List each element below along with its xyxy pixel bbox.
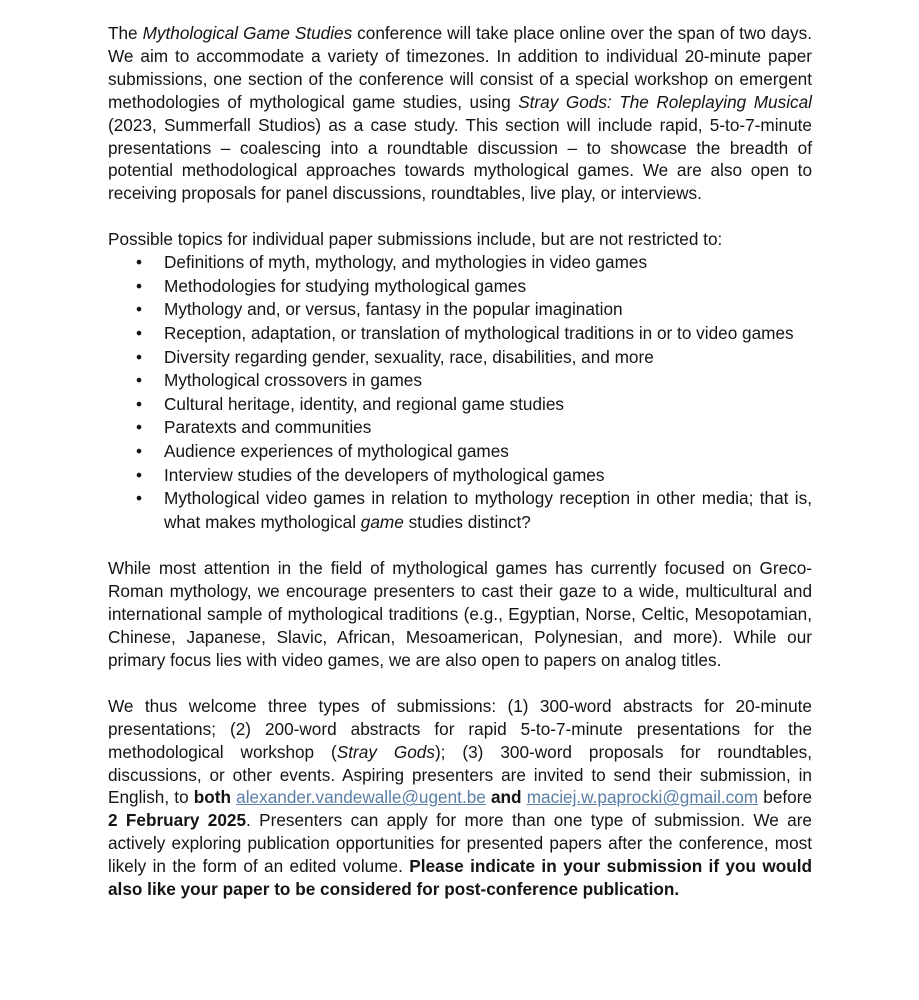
topic-text: Paratexts and communities (164, 417, 372, 438)
bullet-icon: • (136, 322, 143, 343)
topic-item (108, 416, 812, 440)
bullet-icon: • (136, 488, 143, 509)
intro-text-2: conference will take place online over the span of two days. We aim to accommodate a variety of timezones. In addition to individual 20-minute paper submissions, one section of the conference will consist of a special workshop on emergent methodologies of mythological game studies, using (108, 23, 812, 112)
topic-text: Cultural heritage, identity, and regional game studies (164, 393, 565, 414)
submissions-text-2: ); (3) 300-word proposals for roundtables, discussions, or other events. Aspiring presenters are invited to send their submission, in English, to (108, 741, 812, 808)
topic-text: Diversity regarding gender, sexuality, race, disabilities, and more (164, 346, 654, 367)
topic-item (108, 487, 812, 534)
topic-item (108, 275, 812, 299)
bullet-icon: • (136, 252, 143, 273)
bullet-icon: • (136, 464, 143, 485)
submissions-text-3: before (758, 787, 813, 808)
topic-item (108, 369, 812, 393)
topic-item (108, 440, 812, 464)
topic-item (108, 464, 812, 488)
traditions-paragraph: While most attention in the field of mythological games has currently focused on Greco-Roman mythology, we encourage presenters to cast their gaze to a wide, multicultural and international sample of mythological traditions (e.g., Egyptian, Norse, Celtic, Mesopotamian, Chinese, Japanese, Slavic, African, Mesoamerican, Polynesian, and more). While our primary focus lies with video games, we are also open to papers on analog titles. (108, 558, 812, 670)
bullet-icon: • (136, 299, 143, 320)
bullet-icon: • (136, 440, 143, 461)
topic-text: Mythological crossovers in games (164, 370, 422, 391)
workshop-title: Stray Gods (336, 741, 435, 762)
intro-text-3: (2023, Summerfall Studios) as a case study. This section will include rapid, 5-to-7-minute presentations – coalescing into a roundtable discussion – to showcase the breadth of potential methodological approaches towards mythological games. We are also open to receiving proposals for panel discussions, roundtables, live play, or interviews. (108, 114, 812, 204)
and-emphasis: and (491, 787, 522, 808)
topic-text: Methodologies for studying mythological games (164, 275, 527, 296)
topic-text (164, 488, 812, 532)
publication-note: Please indicate in your submission if you would also like your paper to be considered for post-conference publication. (108, 856, 812, 900)
deadline-date: 2 February 2025 (108, 810, 247, 831)
intro-text-1: The (108, 23, 143, 43)
bullet-icon: • (136, 393, 143, 414)
bullet-icon: • (136, 346, 143, 367)
topic-item (108, 322, 812, 346)
bullet-icon: • (136, 417, 143, 438)
topic-text: Definitions of myth, mythology, and mythologies in video games (164, 252, 648, 273)
document-body (108, 22, 812, 901)
topic-item (108, 251, 812, 275)
submissions-text-4: . Presenters can apply for more than one type of submission. We are actively exploring publication opportunities for presented papers after the conference, most likely in the form of an edited volume. (108, 810, 812, 877)
last-topic-text-1: Mythological video games in relation to mythology reception in other media; that is, what makes mythological (164, 488, 812, 532)
conference-title: Mythological Game Studies (142, 23, 353, 43)
topic-text: Mythology and, or versus, fantasy in the popular imagination (164, 299, 623, 320)
bullet-icon: • (136, 275, 143, 296)
intro-paragraph (108, 22, 812, 205)
both-emphasis: both (193, 787, 232, 808)
topic-text: Reception, adaptation, or translation of mythological traditions in or to video games (164, 322, 794, 343)
submissions-paragraph (108, 695, 812, 901)
email-link-vandewalle[interactable]: alexander.vandewalle@ugent.be (236, 787, 486, 808)
email-link-paprocki[interactable]: maciej.w.paprocki@gmail.com (526, 787, 759, 808)
submissions-text-1: We thus welcome three types of submissions: (1) 300-word abstracts for 20-minute presentations; (2) 200-word abstracts for rapid 5-to-7-minute presentations for the methodological workshop ( (108, 695, 812, 762)
topics-intro: Possible topics for individual paper submissions include, but are not restricted to: (108, 229, 723, 250)
topic-item (108, 346, 812, 370)
bullet-icon: • (136, 370, 143, 391)
topic-item (108, 298, 812, 322)
topic-text: Audience experiences of mythological games (164, 440, 509, 461)
topic-text: Interview studies of the developers of mythological games (164, 464, 605, 485)
case-study-title: Stray Gods: The Roleplaying Musical (518, 91, 812, 112)
last-topic-emphasis: game (360, 511, 404, 532)
topics-list (108, 251, 812, 534)
topic-item (108, 393, 812, 417)
last-topic-text-2: studies distinct? (403, 511, 531, 532)
